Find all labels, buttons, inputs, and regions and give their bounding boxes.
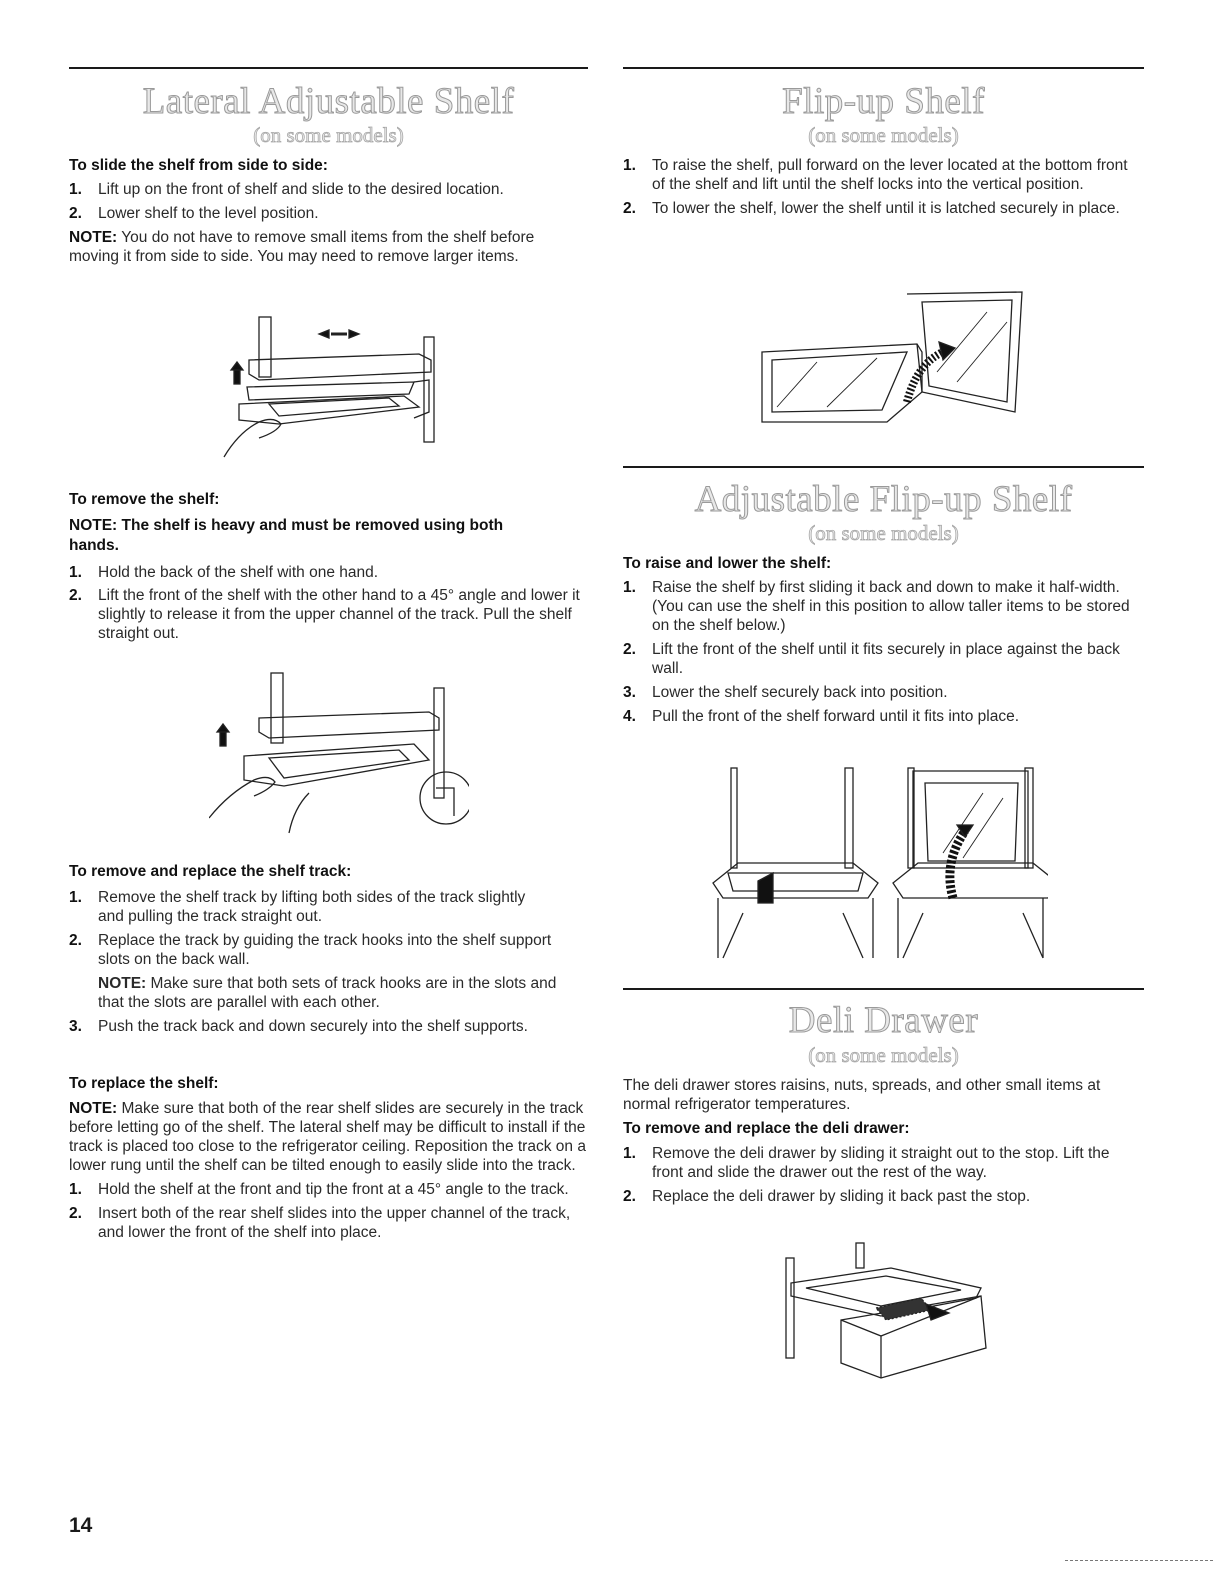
section-subtitle: (on some models) — [253, 123, 404, 147]
step-text: To raise the shelf, pull forward on the lever located at the bottom front of the shelf and lift until the shelf locks into the vertical position. — [652, 157, 1128, 193]
step-text: Hold the back of the shelf with one hand. — [98, 564, 379, 581]
deli-intro: The deli drawer stores raisins, nuts, spreads, and other small items at normal refrigerator temperatures. — [623, 1077, 1101, 1113]
note-text: You do not have to remove small items from the shelf before moving it from side to side. You may need to remove larger items. — [69, 229, 535, 265]
list-item — [69, 888, 588, 926]
replace-heading: To replace the shelf: — [69, 1075, 219, 1092]
step-text: Remove the shelf track by lifting both sides of the track slightly and pulling the track straight out. — [98, 889, 526, 925]
track-instructions — [69, 862, 588, 1036]
page-number: 14 — [69, 1514, 93, 1537]
list-item — [623, 707, 1144, 726]
list-item — [69, 586, 588, 643]
replace-instructions — [69, 1074, 588, 1242]
remove-heading: To remove the shelf: — [69, 491, 220, 508]
list-item — [623, 683, 1144, 702]
step-number: 2. — [623, 641, 636, 658]
right-column — [623, 0, 1144, 1575]
step-text: Pull the front of the shelf forward until it fits into place. — [652, 708, 1020, 725]
step-number: 2. — [69, 1205, 82, 1222]
step-text: Replace the deli drawer by sliding it back past the stop. — [652, 1188, 1031, 1205]
step-number: 2. — [623, 200, 636, 217]
track-note — [69, 974, 588, 1012]
step-text: Lower the shelf securely back into position. — [652, 684, 948, 701]
section-title-lateral-shelf: Lateral Adjustable Shelf — [142, 81, 515, 122]
section-rule — [69, 67, 588, 69]
step-text: Hold the shelf at the front and tip the front at a 45° angle to the track. — [98, 1181, 569, 1198]
list-item — [69, 1204, 588, 1242]
adjustable-flip-up-shelf-illustration — [703, 763, 1048, 963]
deli-drawer-illustration — [781, 1238, 996, 1383]
note-text: Make sure that both sets of track hooks are in the slots and that the slots are parallel with each other. — [98, 975, 557, 1011]
step-number: 1. — [69, 1181, 82, 1198]
list-item — [623, 1187, 1144, 1206]
section-title-deli-drawer: Deli Drawer — [788, 1000, 979, 1041]
step-text: Lift the front of the shelf until it fits securely in place against the back wall. — [652, 641, 1120, 677]
slide-note — [69, 228, 588, 266]
remove-shelf-illustration — [209, 668, 469, 838]
list-item — [623, 156, 1144, 194]
step-text: Replace the track by guiding the track hooks into the shelf support slots on the back wall. — [98, 932, 552, 968]
list-item — [69, 180, 588, 199]
list-item — [623, 640, 1144, 678]
step-text: Lower shelf to the level position. — [98, 205, 319, 222]
step-text: Lift the front of the shelf with the other hand to a 45° angle and lower it slightly to release it from the upper channel of the track. Pull the shelf straight out. — [98, 587, 580, 642]
section-rule — [623, 466, 1144, 468]
step-number: 3. — [69, 1018, 82, 1035]
list-item — [69, 931, 588, 969]
list-item — [69, 563, 588, 582]
footer-rule — [1065, 1560, 1213, 1561]
step-number: 1. — [623, 579, 636, 596]
slide-instructions — [69, 156, 588, 266]
step-number: 3. — [623, 684, 636, 701]
step-number: 1. — [69, 564, 82, 581]
flip-up-shelf-illustration — [757, 282, 1027, 427]
step-number: 2. — [69, 205, 82, 222]
step-text: Push the track back and down securely into the shelf supports. — [98, 1018, 528, 1035]
step-text: Lift up on the front of shelf and slide to the desired location. — [98, 181, 504, 198]
step-text: Remove the deli drawer by sliding it straight out to the stop. Lift the front and slide the drawer out the rest of the way. — [652, 1145, 1110, 1181]
section-rule — [623, 988, 1144, 990]
list-item — [69, 1017, 588, 1036]
lateral-shelf-slide-illustration — [219, 312, 449, 462]
note-text: Make sure that both of the rear shelf slides are securely in the track before letting go of the shelf. The lateral shelf may be difficult to install if the track is placed too close to the refrigerator ceiling. Reposition the track on a lower rung until the shelf can be tilted enough to easily slide into the track. — [69, 1100, 586, 1174]
slide-heading: To slide the shelf from side to side: — [69, 157, 328, 174]
deli-instructions — [623, 1076, 1144, 1206]
list-item — [623, 578, 1144, 635]
step-number: 1. — [623, 1145, 636, 1162]
section-rule — [623, 67, 1144, 69]
step-text: Raise the shelf by first sliding it back and down to make it half-width. (You can use the shelf in this position to allow taller items to be stored on the shelf below.) — [652, 579, 1130, 634]
section-title-flip-up-shelf: Flip-up Shelf — [782, 81, 985, 122]
flip-instructions — [623, 156, 1144, 218]
left-column — [69, 0, 588, 1575]
remove-instructions — [69, 490, 588, 643]
list-item — [623, 199, 1144, 218]
step-text: Insert both of the rear shelf slides into the upper channel of the track, and lower the front of the shelf into place. — [98, 1205, 571, 1241]
track-heading: To remove and replace the shelf track: — [69, 863, 352, 880]
step-number: 2. — [69, 587, 82, 604]
section-subtitle: (on some models) — [808, 1043, 959, 1067]
list-item — [69, 1180, 588, 1199]
note-label: NOTE: — [98, 975, 147, 992]
note-label: NOTE: — [69, 1100, 118, 1117]
section-title-adjustable-flip-up-shelf: Adjustable Flip-up Shelf — [694, 479, 1073, 520]
step-number: 2. — [69, 932, 82, 949]
step-number: 1. — [623, 157, 636, 174]
list-item — [69, 204, 588, 223]
step-number: 2. — [623, 1188, 636, 1205]
deli-heading: To remove and replace the deli drawer: — [623, 1120, 910, 1137]
section-subtitle: (on some models) — [808, 123, 959, 147]
adjustable-heading: To raise and lower the shelf: — [623, 555, 832, 572]
step-number: 1. — [69, 181, 82, 198]
section-subtitle: (on some models) — [808, 521, 959, 545]
remove-warning: NOTE: The shelf is heavy and must be removed using both hands. — [69, 517, 504, 554]
list-item — [623, 1144, 1144, 1182]
replace-note — [69, 1099, 588, 1175]
note-label: NOTE: — [69, 229, 118, 246]
adjustable-instructions — [623, 554, 1144, 726]
step-number: 4. — [623, 708, 636, 725]
step-text: To lower the shelf, lower the shelf until it is latched securely in place. — [652, 200, 1120, 217]
step-number: 1. — [69, 889, 82, 906]
